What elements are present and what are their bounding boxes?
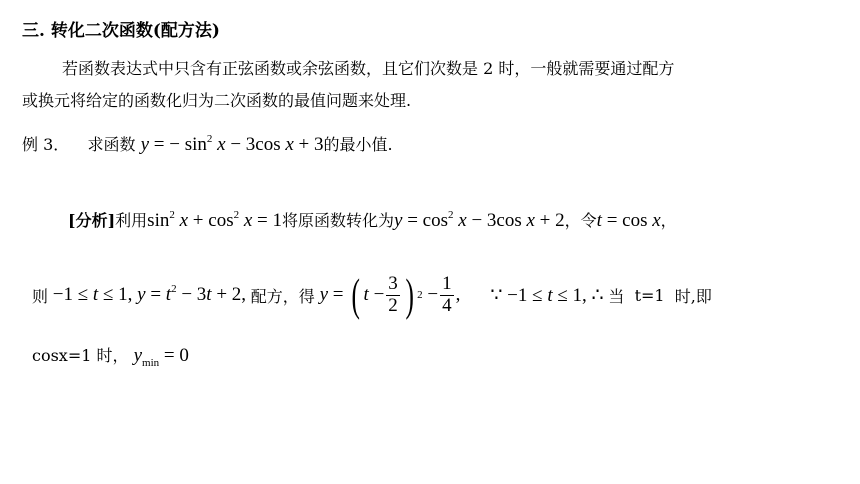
range-and-quadratic: −1 ≤ t ≤ 1, $y = t^2 - 3t + 2$,	[48, 283, 251, 305]
example-formula: y = − $\sin^2 x - 3\cos$ x + 3	[140, 133, 324, 155]
example-3	[22, 132, 393, 156]
cosx-text: cosx=1 时，	[32, 346, 129, 365]
section-heading: 三. 转化二次函数(配方法)	[22, 21, 220, 41]
then-text: 则	[32, 286, 49, 306]
because-therefore-formula: ∵ −1 ≤ t ≤ 1, ∴	[490, 284, 609, 306]
analysis-text-3: ，令	[564, 211, 597, 230]
completed-square-formula: y = ( t − $\frac{3}{2}$ ) 2 − $\frac{1}{4}$ ,	[319, 269, 461, 320]
example-label: 例 3．	[22, 135, 70, 154]
peifang-text: 配方，得	[250, 286, 315, 306]
analysis-text-2: 将原函数转化为	[282, 211, 395, 230]
identity-formula: $\sin^2 x + \cos^2 x = 1$	[147, 209, 282, 231]
example-suffix: 的最小值.	[323, 135, 393, 154]
converted-formula: $y = \cos^2 x - 3\cos$ x + 2	[394, 209, 565, 231]
minimum-result: $y_{min} = 0$	[133, 345, 189, 369]
analysis-text-1: 利用	[115, 211, 148, 230]
analysis-tag: [分析]	[68, 211, 116, 230]
substitution-formula: t = cos x	[596, 210, 661, 231]
dang-text: 当	[608, 286, 625, 306]
example-prompt: 求函数	[87, 135, 136, 154]
t-equals-one: t=1	[634, 285, 665, 305]
shi-ji-text: 时,即	[674, 286, 712, 306]
paragraph-line-1: 若函数表达式中只含有正弦函数或余弦函数，且它们次数是 2 时，一般就需要通过配方	[62, 59, 675, 78]
analysis-line-3	[32, 343, 189, 367]
analysis-line-2	[32, 269, 712, 320]
paragraph-line-2: 或换元将给定的函数化归为二次函数的最值问题来处理.	[22, 91, 412, 110]
analysis-line-1	[68, 208, 677, 232]
analysis-text-4: ，	[660, 211, 677, 230]
